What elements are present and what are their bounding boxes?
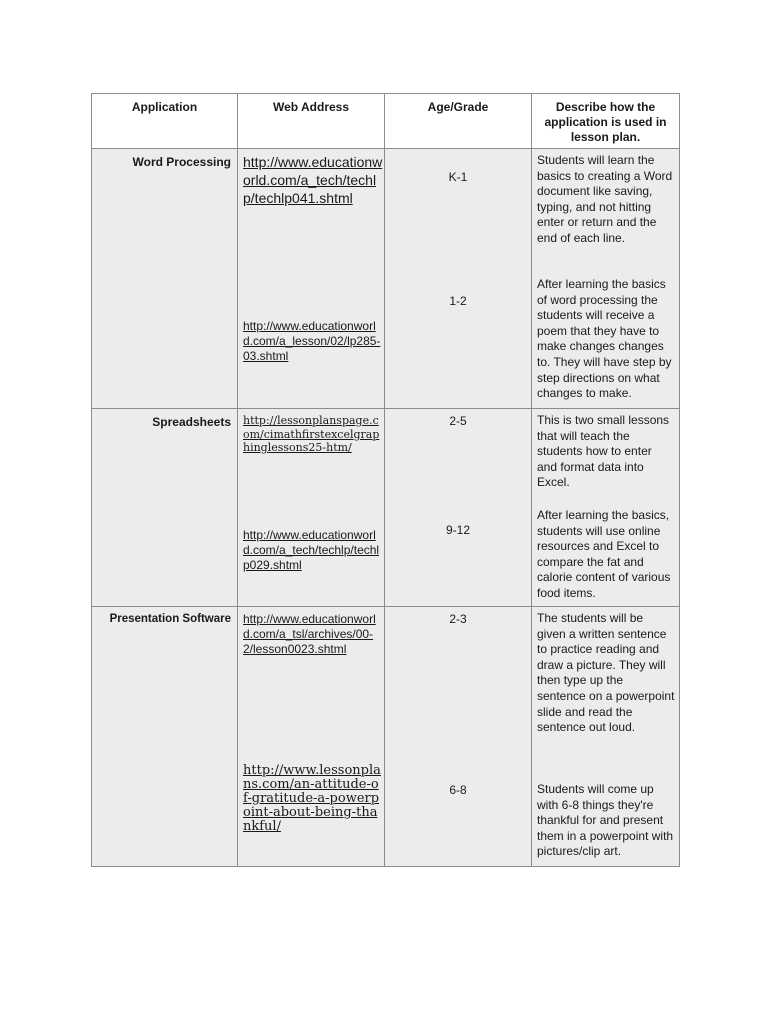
lesson-link[interactable]: http://www.educationworld.com/a_lesson/02/lp285-03.shtml <box>243 319 381 363</box>
description-cell <box>532 409 680 607</box>
age-grade-cell <box>385 607 532 867</box>
web-address-cell <box>238 607 385 867</box>
lesson-description: Students will learn the basics to creating a Word document like saving, typing, and not hitting enter or return and the end of each line. <box>537 153 673 245</box>
age-grade-cell <box>385 409 532 607</box>
grade-value: 2-3 <box>449 612 467 626</box>
age-grade-cell <box>385 149 532 409</box>
web-address-cell <box>238 409 385 607</box>
description-cell <box>532 149 680 409</box>
lesson-link[interactable]: http://lessonplanspage.com/cimathfirstexcelgraphinglessons25-htm/ <box>243 414 380 454</box>
lesson-plan-table <box>91 93 680 867</box>
application-name: Presentation Software <box>92 607 238 867</box>
lesson-link[interactable]: http://www.educationworld.com/a_tech/techlp/techlp041.shtml <box>243 154 383 206</box>
header-row <box>92 94 680 149</box>
header-age-grade: Age/Grade <box>385 94 532 149</box>
lesson-description: This is two small lessons that will teach the students how to enter and format data into Excel. <box>537 413 670 490</box>
application-name: Word Processing <box>92 149 238 409</box>
grade-value: 6-8 <box>449 783 467 797</box>
grade-value: 1-2 <box>449 294 467 308</box>
application-name: Spreadsheets <box>92 409 238 607</box>
header-application: Application <box>92 94 238 149</box>
grade-value: K-1 <box>448 170 468 184</box>
header-description: Describe how the application is used in lesson plan. <box>532 94 680 149</box>
header-web-address: Web Address <box>238 94 385 149</box>
web-address-cell <box>238 149 385 409</box>
description-cell <box>532 607 680 867</box>
lesson-link[interactable]: http://www.educationworld.com/a_tech/techlp/techlp029.shtml <box>243 528 380 572</box>
lesson-link[interactable]: http://www.educationworld.com/a_tsl/archives/00-2/lesson0023.shtml <box>243 612 376 656</box>
lesson-description: After learning the basics, students will use online resources and Excel to compare the fat and calorie content of various food items. <box>537 508 671 600</box>
lesson-description: Students will come up with 6-8 things they're thankful for and present them in a powerpoint with pictures/clip art. <box>537 782 674 859</box>
table-row-presentation-software <box>92 607 680 867</box>
lesson-description: After learning the basics of word processing the students will receive a poem that they have to make changes changes to. They will have step by step directions on what changes to make. <box>537 277 672 401</box>
grade-value: 2-5 <box>449 414 467 428</box>
lesson-link[interactable]: http://www.lessonplans.com/an-attitude-of-gratitude-a-powerpoint-about-being-thankful/ <box>243 763 381 834</box>
table-row-word-processing <box>92 149 680 409</box>
lesson-description: The students will be given a written sentence to practice reading and draw a picture. They will then type up the sentence on a powerpoint slide and read the sentence out loud. <box>537 611 675 735</box>
grade-value: 9-12 <box>445 523 471 537</box>
table-row-spreadsheets <box>92 409 680 607</box>
